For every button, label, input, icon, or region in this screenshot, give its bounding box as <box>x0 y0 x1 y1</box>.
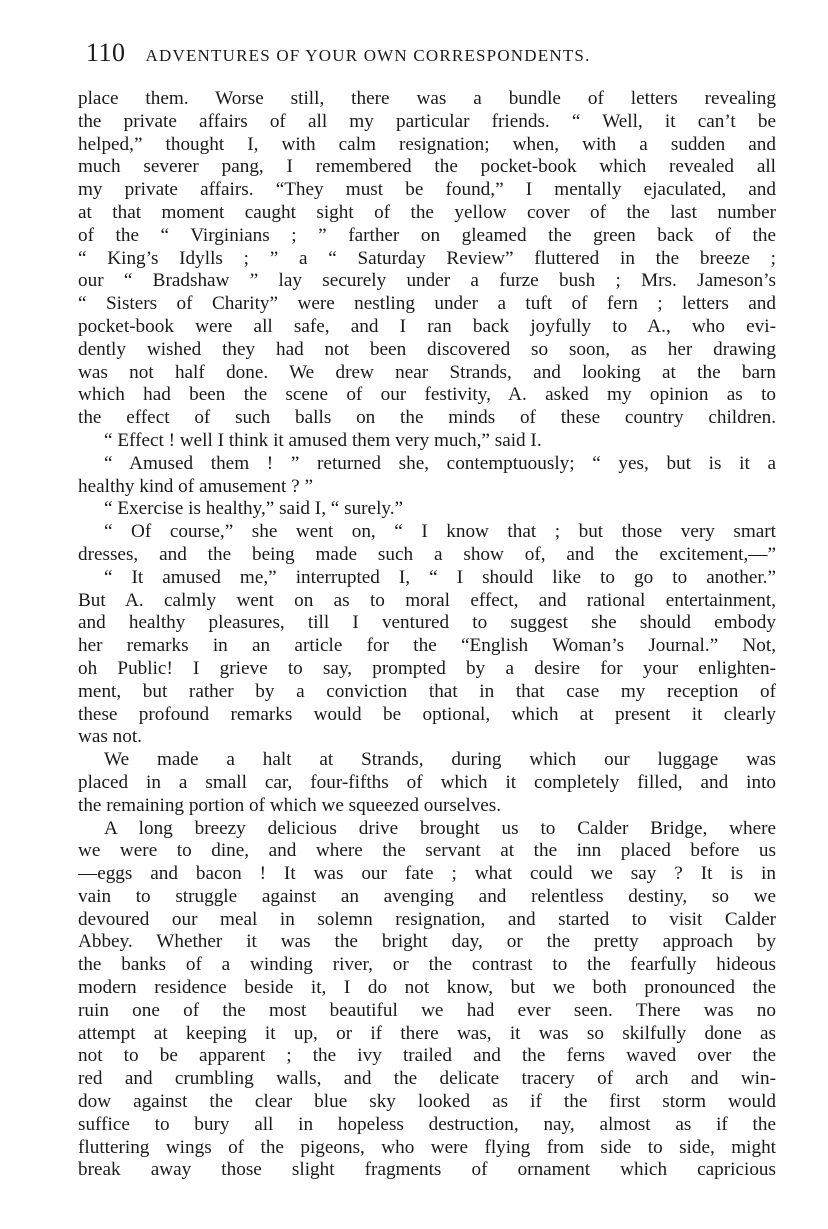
text-line: much severer pang, I remembered the pocket-book which revealed all <box>78 156 776 178</box>
text-line: But A. calmly went on as to moral effect, and rational entertainment, <box>78 589 776 611</box>
text-line: oh Public! I grieve to say, prompted by a desire for your enlighten- <box>78 657 776 679</box>
text-line: break away those slight fragments of ornament which capricious <box>78 1159 776 1181</box>
text-line: red and crumbling walls, and the delicate tracery of arch and win- <box>78 1068 776 1090</box>
text-line: at that moment caught sight of the yellow cover of the last number <box>78 201 776 223</box>
text-line: our “ Bradshaw ” lay securely under a furze bush ; Mrs. Jameson’s <box>78 270 776 292</box>
page-header <box>86 38 806 68</box>
text-line: her remarks in an article for the “English Woman’s Journal.” Not, <box>78 635 776 657</box>
running-title: ADVENTURES OF YOUR OWN CORRESPONDENTS. <box>145 46 591 65</box>
text-line: “ King’s Idylls ; ” a “ Saturday Review” fluttered in the breeze ; <box>78 247 776 269</box>
text-line: the remaining portion of which we squeezed ourselves. <box>78 794 502 816</box>
text-line: place them. Worse still, there was a bundle of letters revealing <box>78 88 776 109</box>
text-line: modern residence beside it, I do not know, but we both pronounced the <box>78 977 776 999</box>
text-line: attempt at keeping it up, or if there was, it was so skilfully done as <box>78 1022 776 1044</box>
text-line: We made a halt at Strands, during which our luggage was <box>104 749 776 771</box>
text-line: Abbey. Whether it was the bright day, or the pretty approach by <box>78 931 776 953</box>
text-line: ment, but rather by a conviction that in that case my reception of <box>78 680 776 702</box>
text-line: “ Of course,” she went on, “ I know that ; but those very smart <box>104 521 776 543</box>
text-line: “ Sisters of Charity” were nestling under a tuft of fern ; letters and <box>78 293 776 315</box>
text-line: the banks of a winding river, or the contrast to the fearfully hideous <box>78 954 776 976</box>
text-line: helped,” thought I, with calm resignation; when, with a sudden and <box>78 133 776 155</box>
text-line: vain to struggle against an avenging and relentless destiny, so we <box>78 885 776 907</box>
text-line: and healthy pleasures, till I ventured to suggest she should embody <box>78 612 776 634</box>
text-line: devoured our meal in solemn resignation, and started to visit Calder <box>78 908 776 930</box>
text-line: pocket-book were all safe, and I ran back joyfully to A., who evi- <box>78 315 776 337</box>
text-line: the private affairs of all my particular friends. “ Well, it can’t be <box>78 110 776 132</box>
text-line: “ It amused me,” interrupted I, “ I should like to go to another.” <box>104 566 776 588</box>
text-line: healthy kind of amusement ? ” <box>78 475 313 497</box>
text-line: fluttering wings of the pigeons, who were flying from side to side, might <box>78 1136 776 1158</box>
text-line: “ Amused them ! ” returned she, contemptuously; “ yes, but is it a <box>104 452 776 474</box>
text-line: my private affairs. “They must be found,” I mentally ejaculated, and <box>78 179 776 201</box>
text-line: of the “ Virginians ; ” farther on gleamed the green back of the <box>78 224 776 246</box>
text-line: “ Exercise is healthy,” said I, “ surely.” <box>104 498 404 520</box>
text-line: dow against the clear blue sky looked as if the first storm would <box>78 1091 776 1113</box>
text-line: the effect of such balls on the minds of these country children. <box>78 407 776 429</box>
text-line: ruin one of the most beautiful we had ever seen. There was no <box>78 999 776 1021</box>
text-line: these profound remarks would be optional, which at present it clearly <box>78 703 776 725</box>
page-number: 110 <box>86 38 126 67</box>
text-line: A long breezy delicious drive brought us to Calder Bridge, where <box>104 817 776 839</box>
text-line: suffice to bury all in hopeless destruction, nay, almost as if the <box>78 1113 776 1135</box>
body-text <box>78 88 776 1182</box>
text-line: was not half done. We drew near Strands, and looking at the barn <box>78 361 776 383</box>
text-line: placed in a small car, four-fifths of which it completely filled, and into <box>78 771 776 793</box>
text-line: “ Effect ! well I think it amused them very much,” said I. <box>104 429 542 451</box>
text-line: which had been the scene of our festivity, A. asked my opinion as to <box>78 384 776 406</box>
text-line: dently wished they had not been discovered so soon, as her drawing <box>78 338 776 360</box>
text-line: we were to dine, and where the servant at the inn placed before us <box>78 840 776 862</box>
text-line: —eggs and bacon ! It was our fate ; what could we say ? It is in <box>78 863 776 885</box>
text-line: not to be apparent ; the ivy trailed and the ferns waved over the <box>78 1045 776 1067</box>
text-line: was not. <box>78 726 142 748</box>
text-line: dresses, and the being made such a show of, and the excitement,—” <box>78 543 776 565</box>
